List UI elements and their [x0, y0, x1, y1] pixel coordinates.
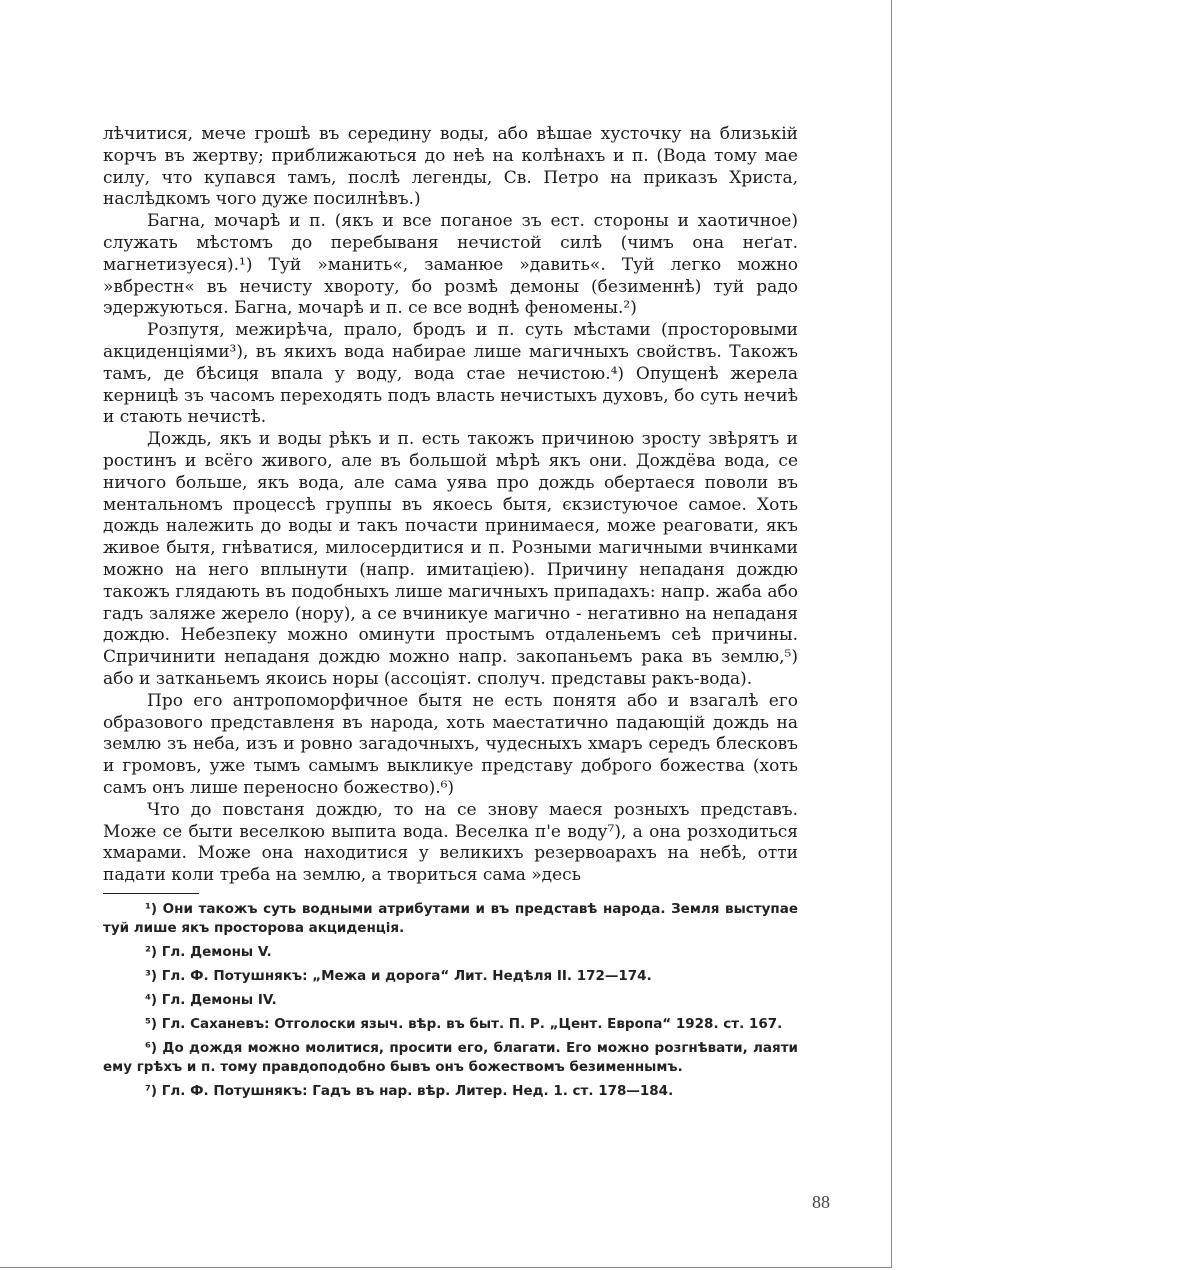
paragraph-5: Про его антропоморфичное бытя не есть понятя або и взагалѣ его образового представленя въ народа, хоть маестатично падающій дождь на землю зъ неба, изъ и ровно загадочныхъ, чудесныхъ хмаръ середъ блесковъ и громовъ, уже тымъ самымъ выкликуе представу доброго божества (хоть самъ онъ лише переносно божество).⁶): [103, 690, 798, 798]
paragraph-1: лѣчитися, мече грошѣ въ середину воды, або вѣшае хусточку на близькій корчъ въ жертву; приближаються до неѣ на колѣнахъ и п. (Вода тому мае силу, что купався тамъ, послѣ легенды, Св. Петро на приказъ Христа, наслѣдкомъ чого дуже посилнѣвъ.): [103, 124, 798, 210]
footnote-5: ⁵) Гл. Саханевъ: Отголоски языч. вѣр. въ быт. П. Р. „Цент. Европа“ 1928. ст. 167.: [145, 1015, 783, 1032]
body-text: [103, 124, 798, 887]
paragraph-3: Розпутя, межирѣча, прало, бродъ и п. суть мѣстами (просторовыми акциденціями³), въ якихъ вода набирае лише магичныхъ свойствъ. Такожъ тамъ, де бѣсиця впала у воду, вода стае нечистою.⁴) Опущенѣ жерела керницѣ зъ часомъ переходять подъ власть нечистыхъ духовъ, бо суть нечиѣ и стають нечистѣ.: [103, 320, 798, 428]
footnote-divider: [103, 893, 199, 894]
footnote-1: ¹) Они такожъ суть водными атрибутами и въ представѣ народа. Земля выступае туй лише якъ просторова акциденція.: [103, 900, 798, 936]
scanned-page-content: [103, 124, 798, 1106]
footnote-6: ⁶) До дождя можно молитися, просити его, благати. Его можно розгнѣвати, лаяти ему грѣхъ и п. тому правдоподобно бывъ онъ божествомъ безименнымъ.: [103, 1039, 798, 1075]
paragraph-6: Что до повстаня дождю, то на се знову маеся розныхъ представъ. Може се быти веселкою выпита вода. Веселка п'е воду⁷), а она розходиться хмарами. Може она находитися у великихъ резервоарахъ на небѣ, отти падати коли треба на землю, а твориться сама »десь: [103, 799, 798, 886]
footnote-3: ³) Гл. Ф. Потушнякъ: „Межа и дорога“ Лит. Недѣля II. 172—174.: [145, 967, 652, 984]
footnotes: [103, 900, 798, 1101]
page-number: 88: [812, 1192, 830, 1212]
footnote-2: ²) Гл. Демоны V.: [145, 943, 272, 960]
footnote-4: ⁴) Гл. Демоны IV.: [145, 991, 277, 1008]
footnote-7: ⁷) Гл. Ф. Потушнякъ: Гадъ въ нар. вѣр. Литер. Нед. 1. ст. 178—184.: [145, 1082, 674, 1099]
paragraph-4: Дождь, якъ и воды рѣкъ и п. есть такожъ причиною зросту звѣрятъ и ростинъ и всёго живого, але въ большой мѣрѣ якъ они. Дождёва вода, се ничого больше, якъ вода, але сама уява про дождь обертаеся поволи въ ментальномъ процессѣ группы въ якоесь бытя, єкзистуючое самое. Хоть дождь належить до воды и такъ почасти принимаеся, може реаговати, якъ живое бытя, гнѣватися, милосердитися и п. Розными магичными вчинками можно на него вплынути (напр. имитаціею). Причину непаданя дождю такожъ глядають въ подобныхъ лише магичныхъ припадахъ: напр. жаба або гадъ заляже жерело (нору), а се вчиникуе магично - негативно на непаданя дождю. Небезпеку можно оминути простымъ отдаленьемъ сеѣ причины. Спричинити непаданя дождю можно напр. закопаньемъ рака въ землю,⁵) або и затканьемъ якоись норы (ассоціят. сполуч. представы ракъ-вода).: [103, 429, 798, 689]
paragraph-2: Багна, мочарѣ и п. (якъ и все поганое зъ ест. стороны и хаотичное) служать мѣстомъ до перебываня нечистой силѣ (чимъ она неґат. магнетизуеся).¹) Туй »манить«, заманюе »давить«. Туй легко можно »вбрестн« въ нечисту хвороту, бо розмѣ демоны (безименнѣ) туй радо эдержуються. Багна, мочарѣ и п. се все воднѣ феномены.²): [103, 211, 798, 319]
